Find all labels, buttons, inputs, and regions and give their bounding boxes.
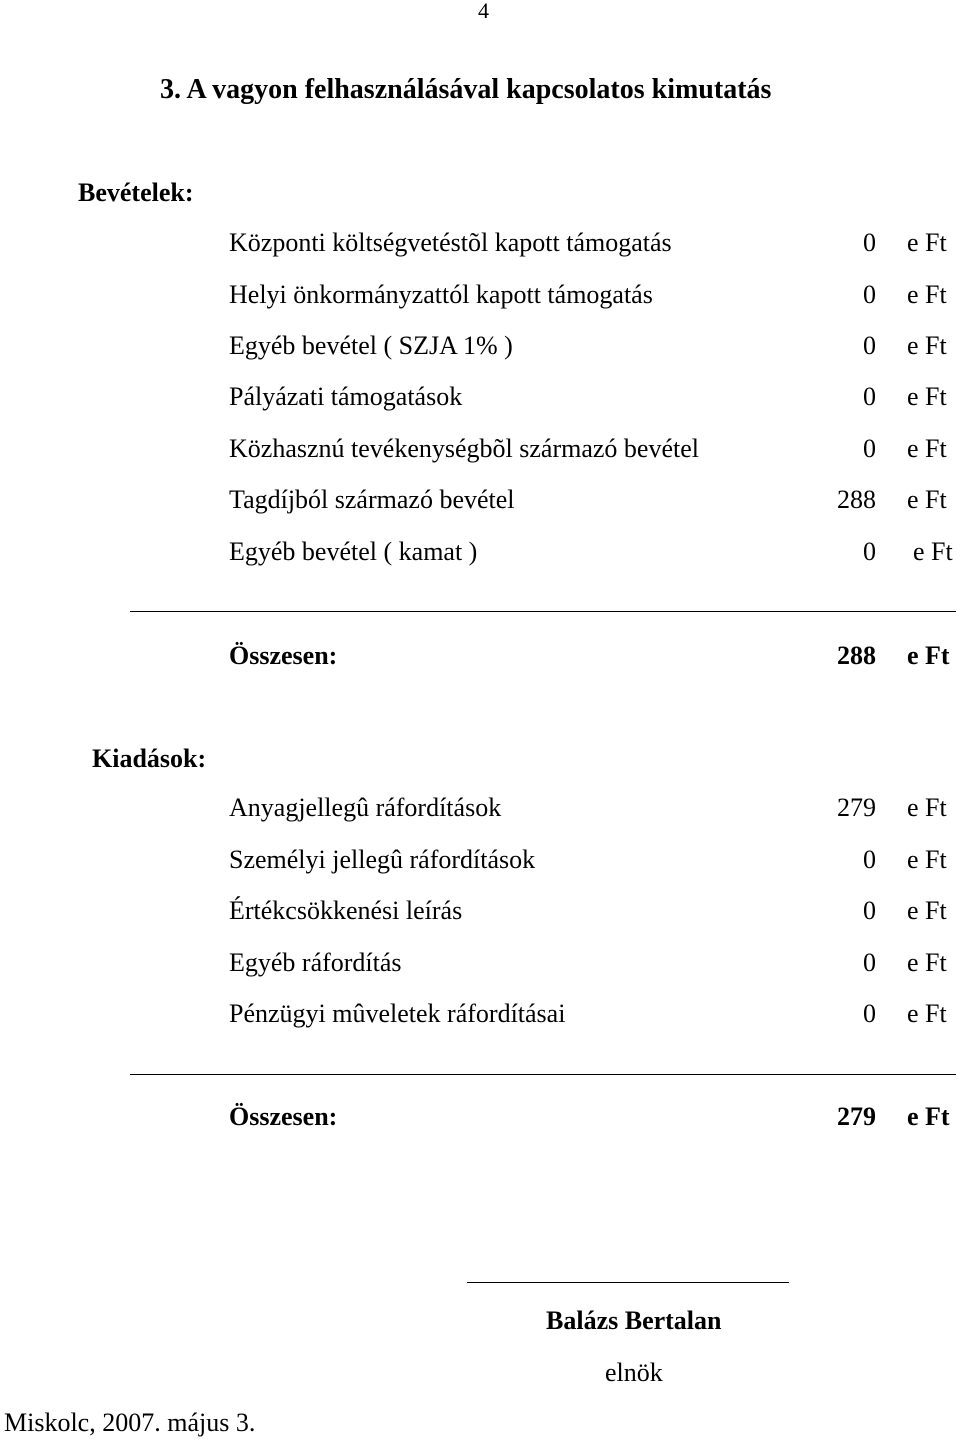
income-amount: 0: [863, 382, 876, 411]
income-unit: e Ft: [907, 382, 947, 411]
income-unit: e Ft: [907, 228, 947, 257]
signer-role: elnök: [605, 1358, 663, 1387]
expense-row: [0, 948, 960, 982]
income-unit: e Ft: [907, 331, 947, 360]
expense-unit: e Ft: [907, 793, 947, 822]
expense-label: Személyi jellegû ráfordítások: [229, 845, 536, 874]
income-total-row: [0, 641, 960, 675]
income-unit: e Ft: [907, 434, 947, 463]
expense-amount: 0: [863, 845, 876, 874]
expenses-total-unit: e Ft: [907, 1102, 950, 1131]
income-label: Tagdíjból származó bevétel: [229, 485, 515, 514]
expenses-total-rule: [130, 1074, 956, 1075]
expenses-total-amount: 279: [837, 1102, 876, 1131]
income-label: Közhasznú tevékenységbõl származó bevétel: [229, 434, 699, 463]
expense-amount: 0: [863, 896, 876, 925]
expenses-total-label: Összesen:: [229, 1102, 338, 1131]
expense-amount: 0: [863, 999, 876, 1028]
income-amount: 0: [863, 228, 876, 257]
income-heading: Bevételek:: [78, 178, 194, 207]
income-unit: e Ft: [907, 485, 947, 514]
expense-unit: e Ft: [907, 896, 947, 925]
signer-name: Balázs Bertalan: [546, 1306, 722, 1335]
expense-amount: 279: [837, 793, 876, 822]
income-row: [0, 331, 960, 365]
signature-line: [467, 1282, 789, 1283]
income-unit: e Ft: [913, 537, 953, 566]
income-row: [0, 537, 960, 571]
income-row: [0, 382, 960, 416]
income-unit: e Ft: [907, 280, 947, 309]
expense-amount: 0: [863, 948, 876, 977]
income-row: [0, 485, 960, 519]
expense-row: [0, 896, 960, 930]
expense-unit: e Ft: [907, 999, 947, 1028]
income-label: Központi költségvetéstõl kapott támogatás: [229, 228, 672, 257]
expenses-total-row: [0, 1102, 960, 1136]
income-total-amount: 288: [837, 641, 876, 670]
income-total-rule: [130, 611, 956, 612]
income-total-label: Összesen:: [229, 641, 338, 670]
expense-unit: e Ft: [907, 948, 947, 977]
expense-label: Értékcsökkenési leírás: [229, 896, 463, 925]
expense-label: Egyéb ráfordítás: [229, 948, 402, 977]
expense-label: Anyagjellegû ráfordítások: [229, 793, 502, 822]
income-amount: 0: [863, 537, 876, 566]
expense-label: Pénzügyi mûveletek ráfordításai: [229, 999, 566, 1028]
income-row: [0, 434, 960, 468]
income-label: Pályázati támogatások: [229, 382, 463, 411]
expense-row: [0, 845, 960, 879]
income-amount: 0: [863, 434, 876, 463]
expense-unit: e Ft: [907, 845, 947, 874]
income-total-unit: e Ft: [907, 641, 950, 670]
income-label: Helyi önkormányzattól kapott támogatás: [229, 280, 653, 309]
expense-row: [0, 793, 960, 827]
document-title: 3. A vagyon felhasználásával kapcsolatos kimutatás: [160, 74, 772, 105]
income-label: Egyéb bevétel ( SZJA 1% ): [229, 331, 513, 360]
expenses-heading: Kiadások:: [92, 744, 207, 773]
expense-row: [0, 999, 960, 1033]
income-amount: 0: [863, 331, 876, 360]
income-row: [0, 280, 960, 314]
income-row: [0, 228, 960, 262]
income-label: Egyéb bevétel ( kamat ): [229, 537, 478, 566]
page-number: 4: [478, 0, 489, 23]
income-amount: 0: [863, 280, 876, 309]
place-date: Miskolc, 2007. május 3.: [4, 1408, 256, 1437]
income-amount: 288: [837, 485, 876, 514]
